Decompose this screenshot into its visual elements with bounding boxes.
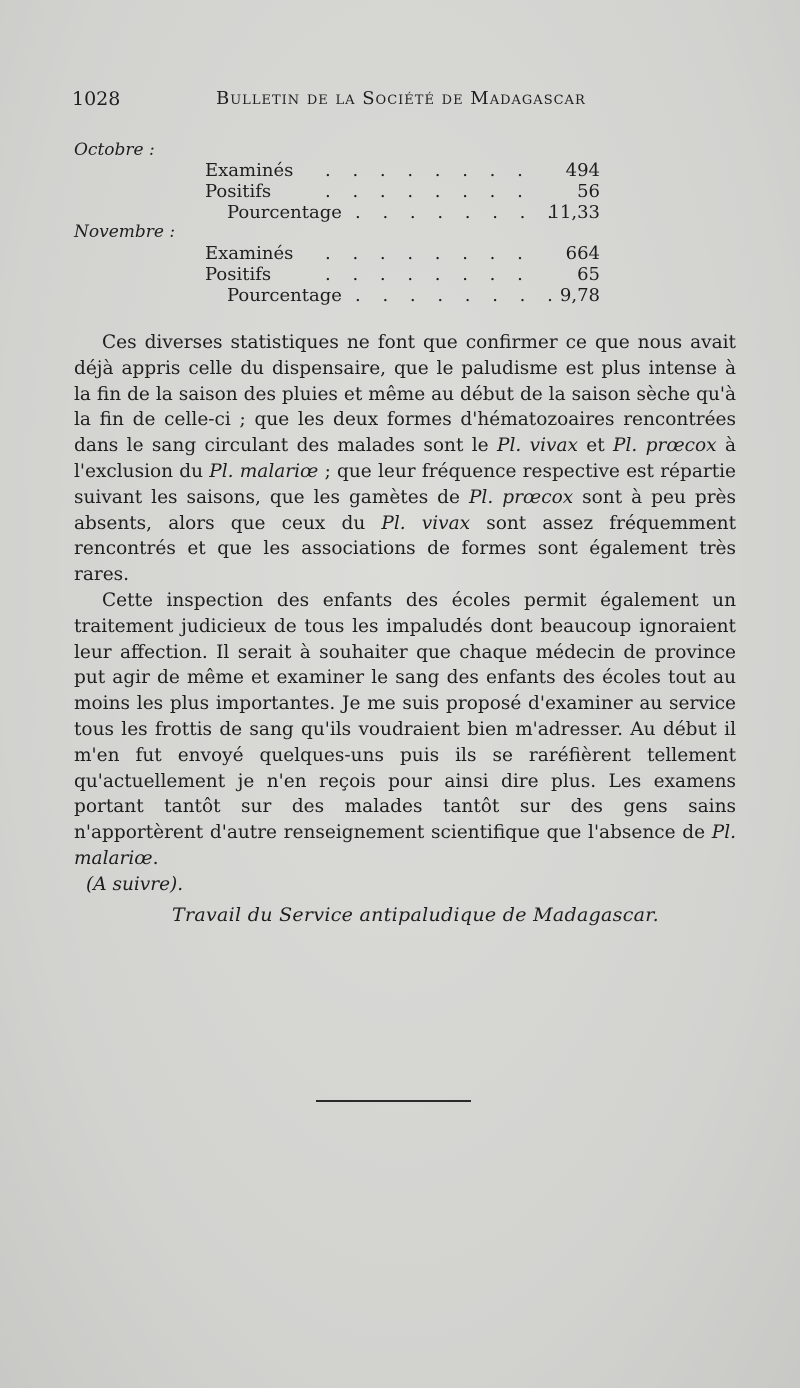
leader-dots: . . . . . . . . <box>355 285 561 306</box>
stat-value: 494 <box>565 160 600 181</box>
stat-value: 11,33 <box>548 202 600 223</box>
stat-value: 664 <box>565 243 600 264</box>
leader-dots: . . . . . . . . <box>325 243 531 264</box>
leader-dots: . . . . . . . . <box>325 160 531 181</box>
text-run: Cette inspection des enfants des écoles permit également un traitement judicieux de tous les impaludés dont beaucoup ignoraient leur affection. Il serait à souhaiter que chaque médecin de province put agir de même et examiner le sang des enfants des écoles tout au moins les plus importantes. Je me suis proposé d'examiner au service tous les frottis de sang qu'ils voudraient bien m'adresser. Au début il m'en fut envoyé quelques-uns puis ils se raréfièrent tellement qu'actuellement je n'en reçois pour ainsi dire plus. Les examens portant tantôt sur des malades tantôt sur des gens sains n'apportèrent d'autre renseignement scientifique que l'absence de <box>74 589 736 844</box>
stat-label: Examinés <box>205 243 294 264</box>
species-name: Pl. malariœ <box>209 460 319 482</box>
stat-value: 65 <box>577 264 600 285</box>
stat-row <box>205 202 600 226</box>
text-run: à l'exclusion du <box>74 435 736 482</box>
paragraph <box>74 330 736 588</box>
attribution: Travail du Service antipaludique de Madagascar. <box>172 904 659 926</box>
leader-dots: . . . . . . . . <box>325 181 531 202</box>
species-name: Pl. prœcox <box>613 435 717 457</box>
text-run: Ces diverses statistiques ne font que confirmer ce que nous avait déjà appris celle du dispensaire, que le paludisme est plus intense à la fin de la saison des pluies et même au début de la saison sèche qu'à la fin de celle-ci ; que les deux formes d'hématozoaires rencontrées dans le sang circulant des malades sont le <box>74 332 736 457</box>
species-name: Pl. prœcox <box>468 486 574 508</box>
paragraph <box>74 588 736 872</box>
stat-label: Examinés <box>205 160 294 181</box>
stat-value: 9,78 <box>559 285 600 306</box>
journal-title: Bulletin de la Société de Madagascar <box>216 88 586 109</box>
stat-value: 56 <box>577 181 600 202</box>
article-body <box>74 330 736 898</box>
stat-label: Pourcentage <box>227 285 342 306</box>
text-run: ; que leur fréquence respective est répartie suivant les saisons, que les gamètes de <box>74 460 737 508</box>
a-suivre-note: (A suivre). <box>86 873 184 895</box>
text-run: sont à peu près absents, alors que ceux du <box>74 486 736 534</box>
species-name: Pl. vivax <box>497 435 578 457</box>
leader-dots: . . . . . . . . <box>355 202 561 223</box>
species-name: Pl. malariœ <box>74 822 736 869</box>
page-number: 1028 <box>72 88 121 110</box>
month-label-novembre: Novembre : <box>74 222 176 242</box>
divider-rule <box>316 1100 471 1102</box>
stat-label: Positifs <box>205 264 272 285</box>
month-label-octobre: Octobre : <box>74 140 155 160</box>
text-run: sont assez fréquemment rencontrés et que les associations de formes sont également très rares. <box>74 512 736 586</box>
stat-row <box>205 285 600 309</box>
running-header <box>72 88 592 118</box>
stat-label: Positifs <box>205 181 272 202</box>
species-name: Pl. vivax <box>381 512 471 534</box>
stat-label: Pourcentage <box>227 202 342 223</box>
text-run: et <box>577 435 614 457</box>
leader-dots: . . . . . . . . <box>325 264 531 285</box>
text-run: . <box>152 847 159 869</box>
